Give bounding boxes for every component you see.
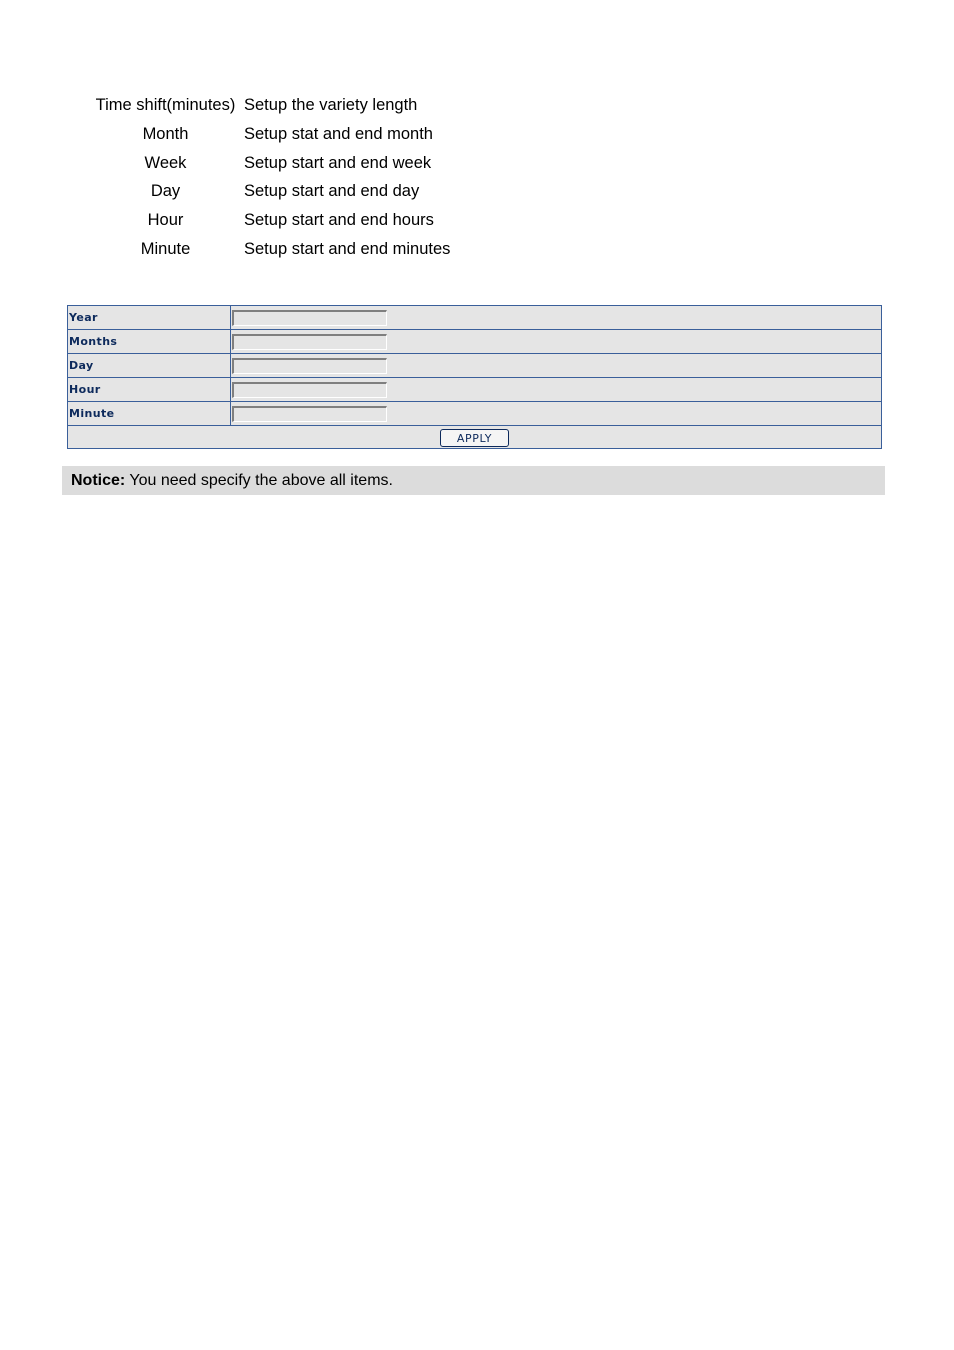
description-text: Setup start and end hours — [244, 211, 434, 230]
description-text: Setup start and end minutes — [244, 239, 451, 258]
minute-input[interactable] — [232, 406, 387, 422]
field-label: Hour — [68, 378, 231, 402]
description-row-month — [95, 120, 450, 149]
form-row-minute — [68, 402, 882, 426]
description-term: Week — [144, 153, 187, 172]
description-text: Setup start and end day — [244, 182, 420, 201]
field-label: Minute — [68, 402, 231, 426]
hour-input[interactable] — [232, 382, 387, 398]
form-actions-row — [68, 426, 882, 449]
notice-label: Notice: — [71, 472, 126, 489]
description-text: Setup stat and end month — [244, 124, 433, 143]
time-shift-form — [67, 305, 882, 449]
field-label: Months — [68, 330, 231, 354]
field-label: Day — [68, 354, 231, 378]
description-list — [95, 91, 450, 264]
apply-button[interactable]: APPLY — [440, 429, 509, 447]
description-term: Hour — [147, 211, 184, 230]
description-row-minute — [95, 235, 450, 264]
description-row-time-shift — [95, 91, 450, 120]
description-term: Minute — [140, 239, 191, 258]
description-row-week — [95, 149, 450, 178]
form-row-hour — [68, 378, 882, 402]
description-text: Setup the variety length — [244, 96, 418, 114]
day-input[interactable] — [232, 358, 387, 374]
year-input[interactable] — [232, 310, 387, 326]
form-row-months — [68, 330, 882, 354]
notice-bar — [62, 466, 885, 495]
form-row-day — [68, 354, 882, 378]
description-text: Setup start and end week — [244, 153, 432, 172]
months-input[interactable] — [232, 334, 387, 350]
description-term: Month — [142, 124, 189, 143]
description-term: Day — [150, 182, 181, 201]
description-row-day — [95, 177, 450, 206]
notice-text: You need specify the above all items. — [125, 472, 393, 489]
form-row-year — [68, 306, 882, 330]
field-label: Year — [68, 306, 231, 330]
description-row-hour — [95, 206, 450, 235]
description-term: Time shift(minutes) — [95, 96, 236, 114]
